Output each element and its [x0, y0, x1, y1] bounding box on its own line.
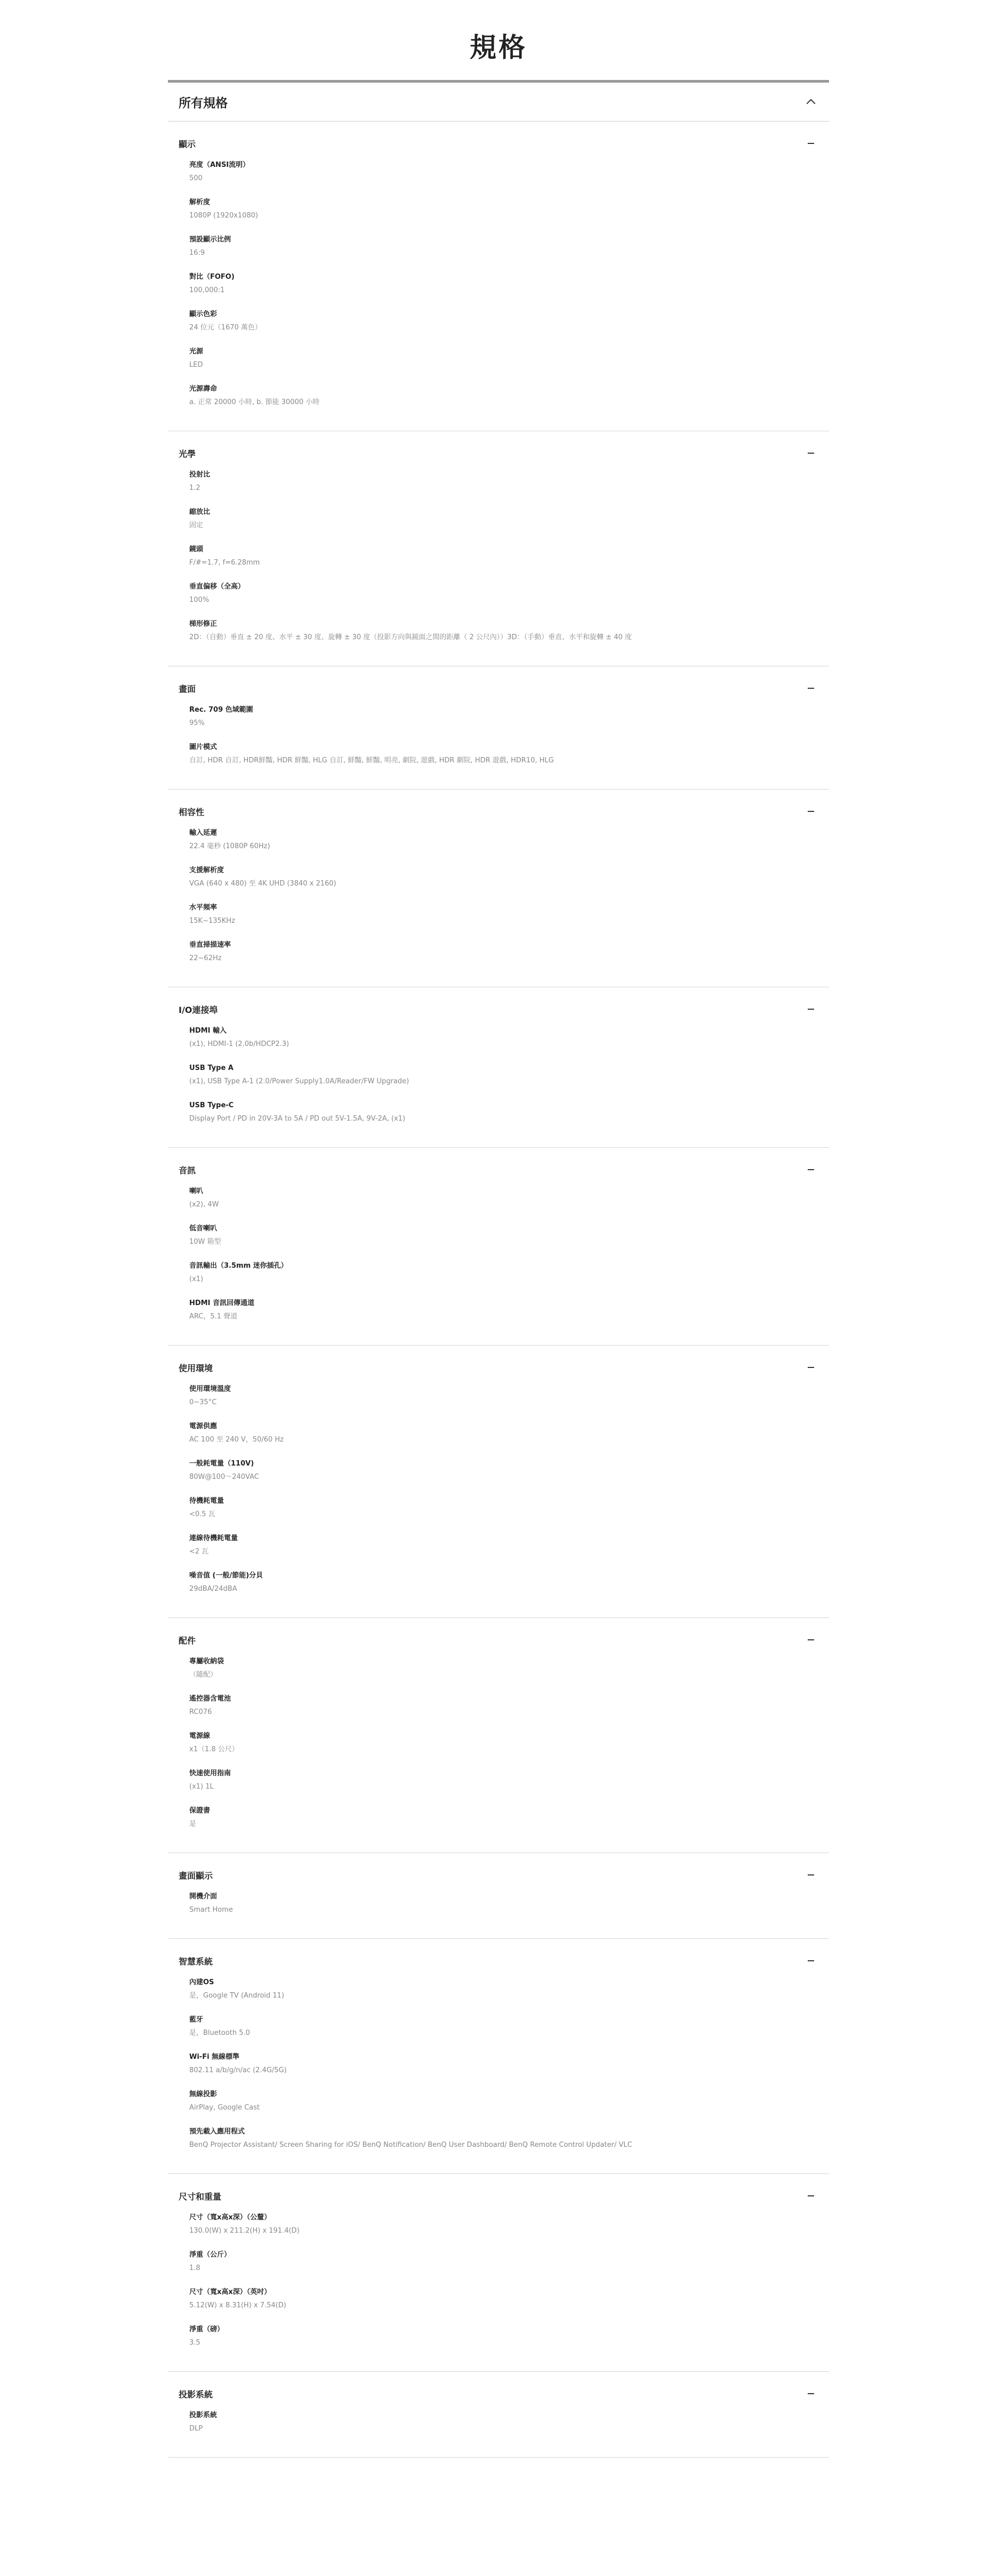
spec-item: [179, 582, 818, 606]
spec-item: [179, 1100, 818, 1125]
collapse-minus-icon[interactable]: [808, 688, 814, 689]
spec-section: [168, 1853, 829, 1939]
collapse-minus-icon[interactable]: [808, 2195, 814, 2196]
section-header[interactable]: [179, 1951, 818, 1971]
spec-label: 專屬收納袋: [189, 1657, 224, 1665]
collapse-minus-icon[interactable]: [808, 1009, 814, 1010]
collapse-minus-icon[interactable]: [808, 1874, 814, 1875]
spec-value: 22~62Hz: [189, 954, 222, 962]
all-specs-title: 所有規格: [179, 96, 228, 110]
spec-label: 電源供應: [189, 1422, 218, 1430]
spec-section: [168, 1939, 829, 2174]
spec-value: 3.5: [189, 2339, 200, 2347]
spec-section: [168, 1618, 829, 1853]
spec-label: 待機耗電量: [189, 1497, 224, 1505]
spec-label: 快速使用指南: [189, 1769, 231, 1777]
section-title: 光學: [179, 448, 196, 459]
spec-item: [179, 1806, 818, 1830]
spec-label: 圖片模式: [189, 743, 218, 751]
section-header[interactable]: [179, 2384, 818, 2404]
spec-label: 電源線: [189, 1732, 211, 1740]
spec-label: 水平頻率: [189, 904, 218, 912]
spec-section: [168, 2174, 829, 2372]
spec-label: 縮放比: [189, 508, 211, 516]
spec-value: (x2), 4W: [189, 1201, 219, 1209]
spec-item: [179, 1571, 818, 1595]
spec-value: 100%: [189, 596, 210, 604]
spec-value: 1.2: [189, 484, 200, 492]
spec-value: AirPlay, Google Cast: [189, 2104, 260, 2112]
specs-container: [168, 80, 829, 2458]
section-title: 畫面: [179, 683, 196, 694]
spec-value: (x1), HDMI-1 (2.0b/HDCP2.3): [189, 1040, 290, 1048]
section-title: 尺寸和重量: [179, 2191, 222, 2202]
spec-item: [179, 1261, 818, 1285]
spec-label: 鏡頭: [189, 545, 204, 553]
spec-sections: [168, 122, 829, 2458]
spec-item: [179, 1421, 818, 1446]
spec-value: 1.8: [189, 2264, 200, 2272]
spec-value: 130.0(W) x 211.2(H) x 191.4(D): [189, 2227, 300, 2235]
spec-value: 22.4 毫秒 (1080P 60Hz): [189, 842, 270, 850]
spec-label: USB Type A: [189, 1064, 234, 1072]
spec-item: [179, 2287, 818, 2312]
spec-item: [179, 828, 818, 852]
spec-label: 對比（FOFO): [189, 273, 235, 281]
spec-section: [168, 1346, 829, 1618]
spec-item: [179, 1496, 818, 1520]
spec-item: [179, 1459, 818, 1483]
spec-item: [179, 2250, 818, 2274]
spec-value: 802.11 a/b/g/n/ac (2.4G/5G): [189, 2066, 287, 2074]
spec-item: [179, 2015, 818, 2039]
spec-label: 預先載入應用程式: [189, 2128, 245, 2136]
spec-label: 無線投影: [189, 2090, 218, 2098]
spec-label: 垂直偏移（全高）: [189, 583, 245, 591]
spec-value: 1080P (1920x1080): [189, 212, 259, 220]
spec-item: [179, 1223, 818, 1248]
spec-item: [179, 1026, 818, 1050]
spec-item: [179, 619, 818, 643]
spec-value: 是，Google TV (Android 11): [189, 1992, 285, 2000]
collapse-minus-icon[interactable]: [808, 2393, 814, 2394]
collapse-minus-icon[interactable]: [808, 143, 814, 144]
spec-value: (x1): [189, 1275, 204, 1283]
spec-value: BenQ Projector Assistant/ Screen Sharing for iOS/ BenQ Notification/ BenQ User Dashboard/ BenQ Remote Control Updater/ VLC: [189, 2141, 632, 2149]
spec-item: [179, 272, 818, 296]
spec-label: 垂直掃描速率: [189, 941, 231, 949]
spec-item: [179, 1298, 818, 1323]
spec-label: 一般耗電量（110V): [189, 1460, 254, 1468]
spec-value: VGA (640 x 480) 至 4K UHD (3840 x 2160): [189, 880, 336, 888]
spec-label: 音訊輸出（3.5mm 迷你插孔）: [189, 1262, 288, 1270]
spec-label: 支援解析度: [189, 866, 224, 874]
spec-value: a. 正常 20000 小時, b. 節能 30000 小時: [189, 398, 320, 406]
spec-value: 15K~135KHz: [189, 917, 235, 925]
spec-label: 投影系統: [189, 2411, 218, 2419]
spec-item: [179, 2052, 818, 2076]
spec-label: Rec. 709 色域範圍: [189, 706, 253, 714]
spec-value: 100,000:1: [189, 286, 225, 294]
spec-item: [179, 903, 818, 927]
spec-item: [179, 507, 818, 532]
spec-section: [168, 122, 829, 431]
spec-label: 淨重（磅）: [189, 2325, 224, 2333]
spec-item: [179, 2127, 818, 2151]
section-title: 配件: [179, 1635, 196, 1646]
spec-label: 尺寸（寬x高x深）（公釐）: [189, 2213, 271, 2221]
spec-item: [179, 235, 818, 259]
spec-value: 是，Bluetooth 5.0: [189, 2029, 250, 2037]
spec-label: 預設顯示比例: [189, 236, 231, 244]
section-title: 畫面顯示: [179, 1870, 213, 1881]
spec-item: [179, 865, 818, 890]
spec-value: 95%: [189, 719, 205, 727]
spec-value: 500: [189, 174, 203, 182]
spec-label: 亮度（ANSI流明）: [189, 161, 250, 169]
spec-label: 內建OS: [189, 1978, 214, 1986]
spec-value: 5.12(W) x 8.31(H) x 7.54(D): [189, 2301, 286, 2309]
spec-label: 梯形修正: [189, 620, 218, 628]
spec-value: LED: [189, 361, 203, 369]
spec-value: Smart Home: [189, 1906, 233, 1914]
spec-label: 光源壽命: [189, 385, 218, 393]
spec-item: [179, 1063, 818, 1088]
spec-item: [179, 384, 818, 408]
spec-value: 29dBA/24dBA: [189, 1585, 237, 1593]
spec-item: [179, 1656, 818, 1681]
spec-value: F/#=1.7, f=6.28mm: [189, 559, 260, 567]
spec-label: 使用環境溫度: [189, 1385, 231, 1393]
section-header[interactable]: [179, 1865, 818, 1885]
section-title: 智慧系統: [179, 1956, 213, 1967]
spec-label: 遙控器含電池: [189, 1695, 231, 1703]
spec-value: AC 100 至 240 V，50/60 Hz: [189, 1436, 284, 1444]
spec-item: [179, 742, 818, 767]
section-title: 音訊: [179, 1165, 196, 1176]
spec-section: [168, 2372, 829, 2458]
spec-label: 投射比: [189, 471, 211, 479]
spec-item: [179, 309, 818, 334]
spec-label: 藍牙: [189, 2016, 204, 2024]
spec-label: 低音喇叭: [189, 1225, 218, 1233]
spec-value: 是: [189, 1820, 197, 1828]
spec-label: 光源: [189, 348, 204, 356]
spec-item: [179, 940, 818, 964]
spec-value: 16:9: [189, 249, 205, 257]
spec-label: 顯示色彩: [189, 310, 218, 318]
spec-value: DLP: [189, 2425, 203, 2433]
spec-section: [168, 1148, 829, 1346]
section-title: 相容性: [179, 807, 205, 817]
section-header[interactable]: [179, 1160, 818, 1180]
spec-item: [179, 2212, 818, 2237]
page-title: 規格: [470, 32, 527, 63]
spec-value: 24 位元（1670 萬色）: [189, 324, 262, 332]
all-specs-toggle[interactable]: [168, 80, 829, 122]
spec-value: x1（1.8 公尺）: [189, 1745, 239, 1753]
collapse-minus-icon[interactable]: [808, 1639, 814, 1640]
spec-label: 開機介面: [189, 1893, 218, 1901]
spec-section: [168, 431, 829, 666]
spec-value: 固定: [189, 521, 204, 529]
spec-item: [179, 1384, 818, 1408]
spec-label: HDMI 輸入: [189, 1027, 227, 1035]
spec-label: 輸入延遲: [189, 829, 218, 837]
collapse-minus-icon[interactable]: [808, 1367, 814, 1368]
spec-item: [179, 2410, 818, 2435]
spec-item: [179, 1533, 818, 1558]
spec-label: USB Type-C: [189, 1101, 234, 1109]
collapse-minus-icon[interactable]: [808, 453, 814, 454]
spec-label: 噪音值 (一般/節能)分貝: [189, 1572, 263, 1580]
section-header[interactable]: [179, 133, 818, 154]
spec-label: HDMI 音訊回傳通道: [189, 1299, 254, 1307]
spec-value: 2D：（自動）垂直 ± 20 度、水平 ± 30 度、旋轉 ± 30 度（投影方向與鏡面之間的距離（ 2 公尺內））3D：（手動）垂直、水平和旋轉 ± 40 度: [189, 633, 632, 641]
spec-value: (x1) 1L: [189, 1783, 214, 1791]
section-header[interactable]: [179, 2186, 818, 2206]
spec-value: (x1), USB Type A-1 (2.0/Power Supply1.0A/Reader/FW Upgrade): [189, 1077, 409, 1085]
section-title: I/O連接埠: [179, 1004, 218, 1015]
spec-item: [179, 1891, 818, 1916]
spec-item: [179, 1977, 818, 2002]
spec-value: 10W 箱型: [189, 1238, 221, 1246]
spec-section: [168, 987, 829, 1148]
collapse-minus-icon[interactable]: [808, 1169, 814, 1170]
spec-item: [179, 347, 818, 371]
section-header[interactable]: [179, 801, 818, 822]
spec-label: 喇叭: [189, 1187, 204, 1195]
spec-item: [179, 160, 818, 184]
section-header[interactable]: [179, 1630, 818, 1650]
spec-label: 淨重（公斤）: [189, 2251, 231, 2259]
spec-value: RC076: [189, 1708, 212, 1716]
section-title: 投影系統: [179, 2389, 213, 2400]
spec-item: [179, 705, 818, 729]
spec-item: [179, 2089, 818, 2114]
spec-value: 80W@100～240VAC: [189, 1473, 259, 1481]
spec-item: [179, 1768, 818, 1793]
section-title: 使用環境: [179, 1363, 213, 1373]
spec-section: [168, 790, 829, 987]
spec-value: <2 瓦: [189, 1548, 209, 1556]
chevron-up-icon: [807, 99, 816, 108]
collapse-minus-icon[interactable]: [808, 1960, 814, 1961]
spec-item: [179, 1186, 818, 1211]
section-header[interactable]: [179, 1357, 818, 1378]
spec-item: [179, 1731, 818, 1756]
spec-value: 自訂, HDR 自訂, HDR鮮豔, HDR 鮮豔, HLG 自訂, 鮮豔, 鮮豔, 明亮, 劇院, 遊戲, HDR 劇院, HDR 遊戲, HDR10, HLG: [189, 756, 554, 764]
section-header[interactable]: [179, 999, 818, 1019]
spec-value: <0.5 瓦: [189, 1510, 215, 1518]
spec-label: 解析度: [189, 198, 211, 206]
spec-label: Wi-Fi 無線標準: [189, 2053, 240, 2061]
spec-value: ARC，5.1 聲道: [189, 1313, 238, 1321]
spec-label: 尺寸（寬x高x深）（英吋）: [189, 2288, 271, 2296]
spec-value: （隨配）: [189, 1671, 218, 1679]
spec-value: 0~35°C: [189, 1398, 217, 1406]
section-header[interactable]: [179, 678, 818, 698]
section-title: 顯示: [179, 139, 196, 149]
spec-label: 連線待機耗電量: [189, 1534, 238, 1542]
spec-item: [179, 470, 818, 494]
spec-item: [179, 544, 818, 569]
section-header[interactable]: [179, 443, 818, 463]
spec-value: Display Port / PD in 20V-3A to 5A / PD out 5V-1.5A, 9V-2A, (x1): [189, 1115, 406, 1123]
spec-item: [179, 197, 818, 222]
spec-label: 保證書: [189, 1807, 211, 1815]
collapse-minus-icon[interactable]: [808, 811, 814, 812]
spec-section: [168, 666, 829, 790]
spec-item: [179, 2324, 818, 2349]
spec-item: [179, 1694, 818, 1718]
